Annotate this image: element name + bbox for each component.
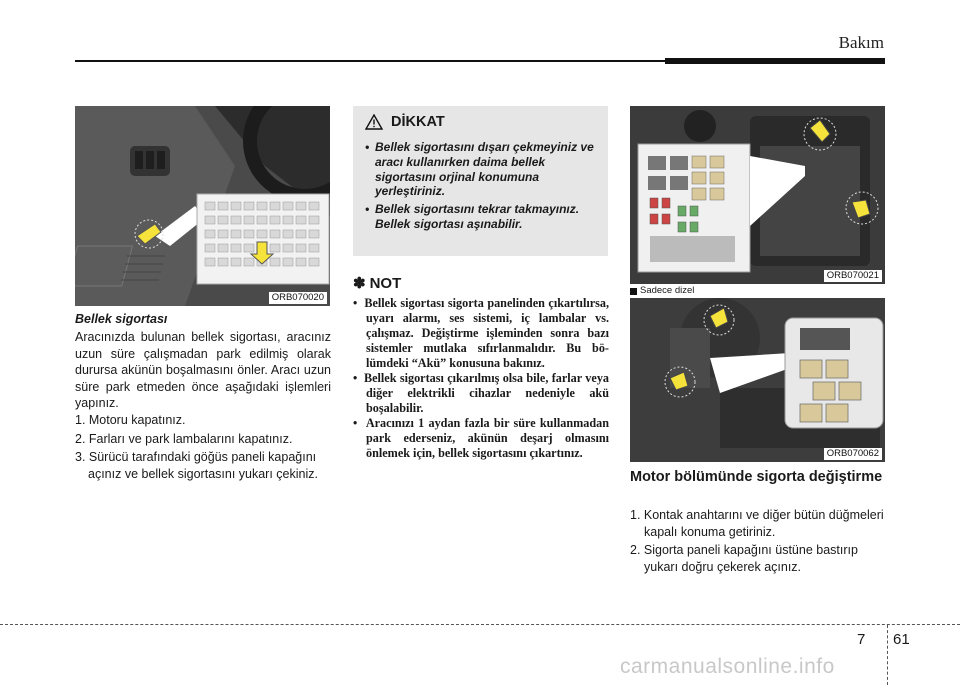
bullet-mark: • xyxy=(353,296,358,310)
step-item: 1. Kontak anahtarını ve diğer bütün düğmeleri kapalı konuma getiriniz. xyxy=(630,508,884,539)
diesel-engine-illustration xyxy=(630,298,885,462)
header-rule xyxy=(75,60,665,62)
memory-fuse-steps xyxy=(75,412,333,484)
photo-code-label: ORB070062 xyxy=(824,448,882,460)
caution-item xyxy=(365,202,600,232)
note-text: Bellek sigortası sigorta panelinden çıkartılırsa, uyarı alarmı, ses sistemi, iç lambalar vs. çalışmaz. Değiştirme işleminden sonra bazı sistemler mutlaka sıfırlanmalıdır. Bu bö-lümdeki “Akü” konusuna bakınız. xyxy=(364,296,610,370)
bullet-mark: • xyxy=(365,140,370,154)
memory-fuse-caption: Bellek sigortası xyxy=(75,312,168,326)
step-item: 1. Motoru kapatınız. xyxy=(75,413,186,427)
note-list xyxy=(353,296,609,461)
caution-list xyxy=(365,140,600,235)
caution-item xyxy=(365,140,600,199)
note-title: NOT xyxy=(369,274,402,292)
note-item xyxy=(353,371,609,416)
note-item xyxy=(353,416,609,461)
note-symbol-icon: ✽ xyxy=(353,275,366,292)
note-text: Aracınızı 1 aydan fazla bir süre kullanmadan park ederseniz, akünün deşarj olmasını önlemek için, bellek sigortasını çıkartınız. xyxy=(365,416,609,460)
warning-triangle-icon xyxy=(365,114,383,130)
bullet-mark: • xyxy=(365,202,370,217)
bullet-mark: • xyxy=(353,416,358,430)
diesel-fuse-box-photo xyxy=(630,298,885,462)
engine-bay-illustration xyxy=(630,106,885,284)
memory-fuse-photo xyxy=(75,106,330,306)
caution-text: Bellek sigortasını dışarı çekmeyiniz ve aracı kullanırken daima bellek sigortasını orjinal konumuna yerleştiriniz. xyxy=(375,140,594,199)
section-title: Motor bölümünde sigorta değiştirme xyxy=(630,469,883,485)
photo-code-label: ORB070020 xyxy=(269,292,327,304)
diesel-only-label xyxy=(630,285,694,297)
note-header xyxy=(353,274,401,292)
square-bullet-icon xyxy=(630,288,637,295)
watermark: carmanualsonline.info xyxy=(620,655,835,678)
dashboard-illustration xyxy=(75,106,330,306)
step-item: 2. Farları ve park lambalarını kapatınız. xyxy=(75,431,293,446)
photo-code-label: ORB070021 xyxy=(824,270,882,282)
memory-fuse-paragraph xyxy=(75,329,331,412)
caution-text: Bellek sigortasını tekrar takmayınız. Bellek sigortası aşınabilir. xyxy=(375,202,580,231)
diesel-only-text: Sadece dizel xyxy=(640,285,695,296)
caution-header xyxy=(365,114,445,130)
engine-fuse-steps xyxy=(630,507,886,577)
paragraph-text: Aracınızda bulunan bellek sigortası, aracınız uzun süre çalışmadan park edilmiş olarak durursa akünün boşalmasını önler. Aracı uzun süre park etmeden önce aşağıdaki işlemleri yapınız. xyxy=(75,330,331,410)
footer-vertical-divider xyxy=(887,625,888,685)
note-item xyxy=(353,296,609,371)
page-header-title: Bakım xyxy=(838,33,884,52)
page-number: 61 xyxy=(893,631,910,648)
bullet-mark: • xyxy=(353,371,358,385)
engine-fuse-box-photo xyxy=(630,106,885,284)
caution-box xyxy=(353,106,608,256)
step-item: 2. Sigorta paneli kapağını üstüne bastırıp yukarı doğru çekerek açınız. xyxy=(630,543,858,574)
step-item: 3. Sürücü tarafındaki göğüs paneli kapağını açınız ve bellek sigortasını yukarı çekiniz. xyxy=(75,450,318,481)
chapter-number: 7 xyxy=(857,631,866,648)
header-rule-accent xyxy=(665,58,885,64)
footer-divider xyxy=(0,624,960,625)
note-text: Bellek sigortası çıkarılmış olsa bile, farlar veya diğer elektrikli cihazlar nedeniyle akü boşalabilir. xyxy=(364,371,610,415)
caution-title: DİKKAT xyxy=(391,114,445,130)
